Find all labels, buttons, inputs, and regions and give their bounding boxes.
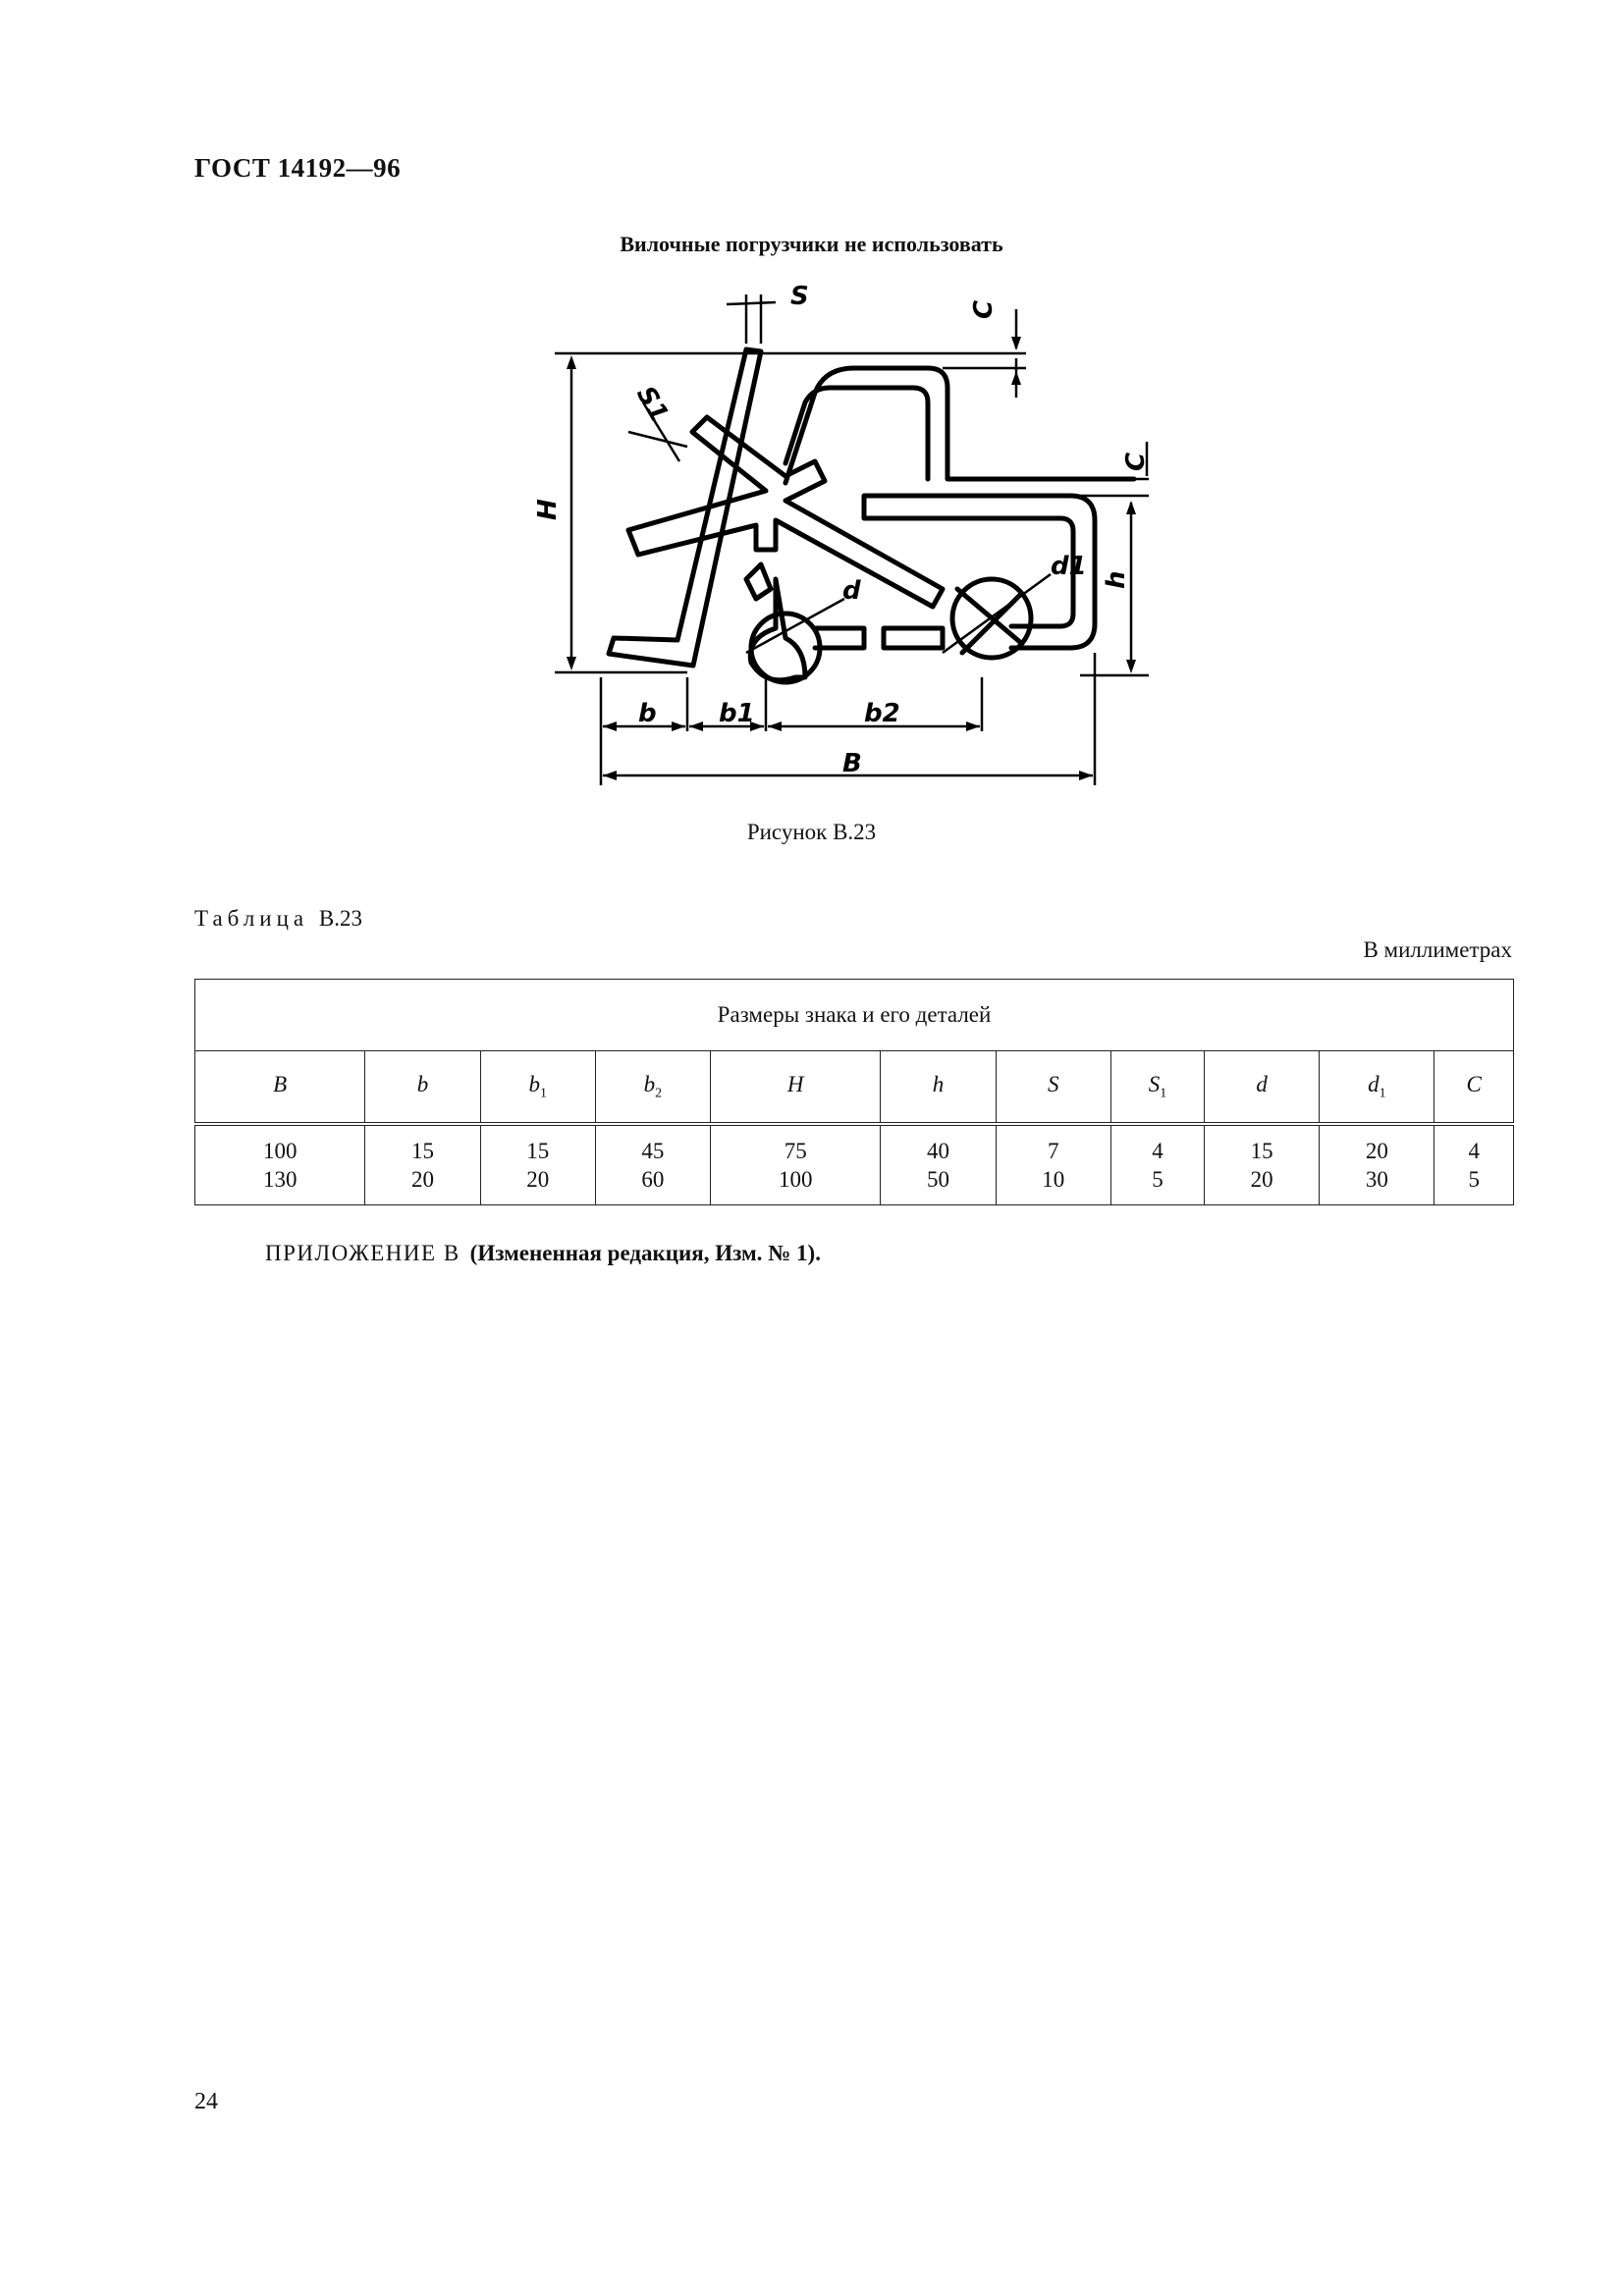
table-cell: 4 5 — [1434, 1124, 1514, 1205]
column-header-b2: $b_2$ — [595, 1051, 710, 1125]
appendix-note-text: (Измененная редакция, Изм. № 1). — [469, 1241, 821, 1265]
appendix-note — [265, 1241, 821, 1266]
label-C-top: C — [969, 299, 999, 319]
column-header-d: d — [1205, 1051, 1320, 1125]
table-cell: 7 10 — [996, 1124, 1110, 1205]
label-b2: b2 — [864, 699, 900, 728]
table-title-number: В.23 — [318, 906, 362, 931]
column-header-d1: $d_1$ — [1320, 1051, 1434, 1125]
table-cell: 4 5 — [1110, 1124, 1204, 1205]
table-cell: 15 20 — [365, 1124, 480, 1205]
column-header-C: C — [1434, 1051, 1514, 1125]
label-d1: d1 — [1051, 552, 1087, 581]
table-cell: 100 130 — [195, 1124, 365, 1205]
table-group-header: Размеры знака и его деталей — [195, 980, 1514, 1051]
table-cell: 15 20 — [1205, 1124, 1320, 1205]
dimensions-table — [194, 979, 1514, 1205]
table-group-header-row — [195, 980, 1514, 1051]
column-header-B: B — [195, 1051, 365, 1125]
column-header-S1: $S_1$ — [1110, 1051, 1204, 1125]
column-header-b: b — [365, 1051, 480, 1125]
page-number: 24 — [194, 2089, 218, 2114]
column-header-H: H — [711, 1051, 881, 1125]
table-row — [195, 1124, 1514, 1205]
units-note: В миллиметрах — [1363, 937, 1512, 962]
table-cell: 45 60 — [595, 1124, 710, 1205]
label-B: B — [842, 749, 862, 778]
label-H: H — [533, 499, 563, 520]
column-header-b1: $b_1$ — [480, 1051, 595, 1125]
column-header-S: S — [996, 1051, 1110, 1125]
column-header-h: h — [881, 1051, 996, 1125]
table-cell: 75 100 — [711, 1124, 881, 1205]
label-b1: b1 — [719, 699, 755, 728]
label-b: b — [638, 699, 657, 728]
label-S: S — [790, 282, 809, 311]
table-title — [194, 906, 362, 932]
forklift-prohibition-sign-drawing — [530, 275, 1151, 805]
appendix-note-prefix: ПРИЛОЖЕНИЕ В — [265, 1241, 460, 1265]
label-C-right: C — [1121, 452, 1151, 471]
table-column-header-row — [195, 1051, 1514, 1125]
standard-header: ГОСТ 14192—96 — [194, 153, 402, 183]
figure-title: Вилочные погрузчики не использовать — [620, 232, 1003, 256]
table-cell: 40 50 — [881, 1124, 996, 1205]
label-S1: S1 — [629, 381, 675, 428]
table-cell: 15 20 — [480, 1124, 595, 1205]
table-cell: 20 30 — [1320, 1124, 1434, 1205]
label-h: h — [1102, 570, 1131, 589]
table-title-word: Таблица — [194, 906, 309, 931]
sign-outline — [609, 349, 1134, 682]
label-d: d — [842, 576, 861, 606]
figure-caption: Рисунок В.23 — [746, 820, 877, 844]
